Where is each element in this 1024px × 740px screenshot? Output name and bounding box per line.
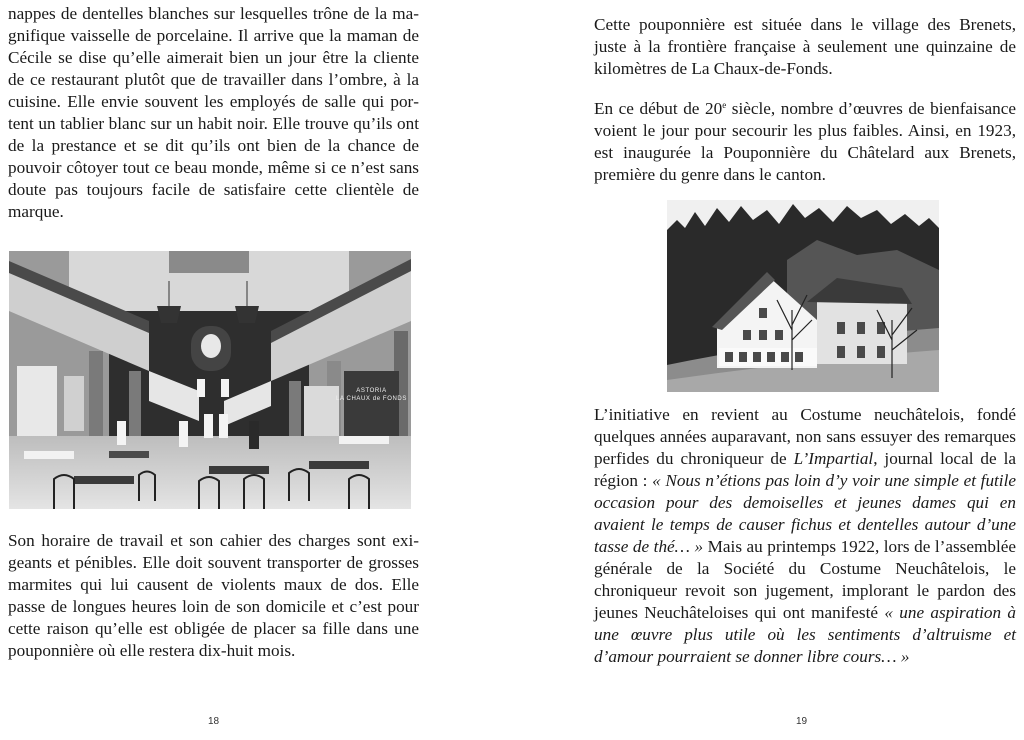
right-paragraph-2-part-b: siècle, nombre d’œuvres de bienfaisance voient le jour pour secourir les plus faibles. Ainsi, en 1923, est inaugurée la Pouponnière du Châtelard aux Brenets, première du genre dans le canton. — [594, 99, 1016, 184]
page-number-right: 19 — [796, 716, 808, 727]
astoria-sign-line-2: LA CHAUX de FONDS — [336, 396, 407, 402]
right-paragraph-2 — [594, 98, 1016, 186]
astoria-sign-line-1: ASTORIA — [356, 388, 387, 394]
right-paragraph-3-text-3: Mais au printemps 1922, lors de l’assemblée générale de la Société du Costume Neuchâtelois, le chroniqueur revoit son jugement, implorant le pardon des jeunes Neuchâteloises qui ont manifesté — [594, 537, 1016, 622]
century-superscript: e — [722, 100, 727, 110]
astoria-sign — [334, 387, 409, 403]
astoria-photo-drawing — [9, 251, 411, 509]
left-paragraph-1: nappes de dentelles blanches sur lesquelles trône de la magnifique vaisselle de porcelaine. Il arrive que la maman de Cécile se dise qu’elle aimerait bien un jour être la cliente de ce restaurant plutôt que de travailler dans l’ombre, à la cuisine. Elle envie souvent les employés de salle qui portent un tablier blanc sur un habit noir. Elle trouve qu’ils ont de la prestance et se dit qu’ils ont bien de la chance de pouvoir côtoyer tout ce beau monde, même si ce n’est sans doute pas toujours facile de satisfaire cette clientèle de marque. — [8, 4, 419, 221]
chronicler-quote-1: « Nous n’étions pas loin d’y voir une simple et futile occasion pour des demoiselles et jeunes dames qui en avaient le temps de causer fichus et dentelles autour d’une tasse de thé… » — [594, 471, 1016, 556]
left-paragraph-2: Son horaire de travail et son cahier des charges sont exigeants et pénibles. Elle doit souvent transporter de grosses marmites qui lui causent de violents maux de dos. Elle passe de longues heures loin de son domicile et c’est pour cette raison qu’elle est obligée de placer sa fille dans une pouponnière où elle restera dix-huit mois. — [8, 531, 419, 660]
chronicler-quote-2: « une aspiration à une œuvre plus utile où les sentiments d’altruisme et d’amour pourraient se donner libre cours… » — [594, 603, 1016, 666]
right-paragraph-2-part-a: En ce début de 20 — [594, 99, 723, 118]
newspaper-title: L’Impartial — [793, 449, 874, 468]
right-paragraph-1: Cette pouponnière est située dans le village des Brenets, juste à la frontière française à seulement une quinzaine de kilomètres de La Chaux-de-Fonds. — [594, 15, 1016, 78]
pouponniere-chatelard-photo — [667, 200, 939, 392]
pouponniere-photo-drawing — [667, 200, 939, 392]
right-paragraph-3-text-1: L’initiative en revient au Costume neuchâtelois, fondé quelques années auparavant, non sans essuyer des remarques perfides du chroniqueur de — [594, 405, 1016, 468]
right-page — [512, 0, 1024, 740]
right-paragraph-3 — [594, 404, 1016, 668]
astoria-restaurant-photo — [9, 251, 411, 509]
right-paragraph-3-text-2: , journal local de la région : — [594, 449, 1016, 490]
page-number-left: 18 — [208, 716, 220, 727]
